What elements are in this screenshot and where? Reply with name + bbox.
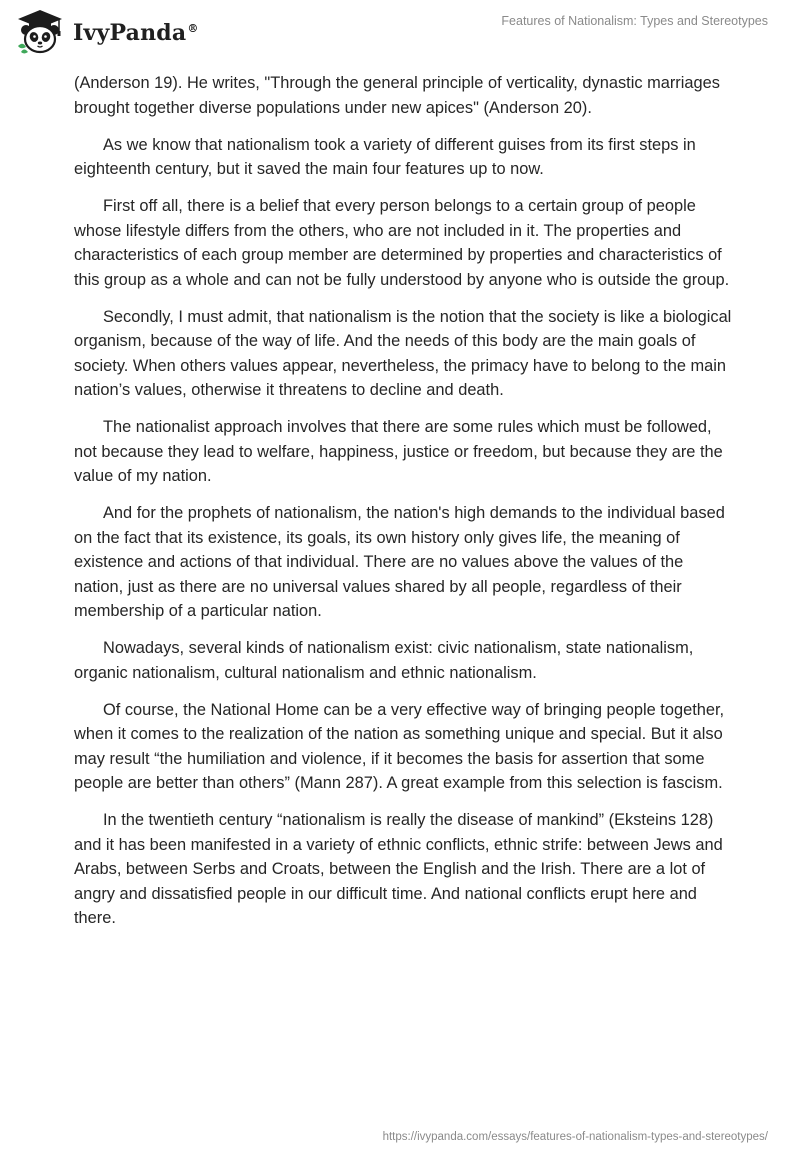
document-title: Features of Nationalism: Types and Stereotypes <box>501 14 768 28</box>
source-url-link[interactable]: https://ivypanda.com/essays/features-of-nationalism-types-and-stereotypes/ <box>382 1131 768 1143</box>
paragraph: And for the prophets of nationalism, the nation's high demands to the individual based on the fact that its existence, its goals, its own history only gives life, the meaning of existence and actions of that individual. There are no values above the values of the nation, just as there are no universal values shared by all people, regardless of their membership of a particular nation. <box>74 504 725 620</box>
ivypanda-logo[interactable] <box>15 8 199 56</box>
paragraph: In the twentieth century “nationalism is really the disease of mankind” (Eksteins 128) and it has been manifested in a variety of ethnic conflicts, ethnic strife: between Jews and Arabs, between Serbs and Croats, between the English and the Irish. There are a lot of angry and dissatisfied people in our difficult time. And national conflicts erupt here and there. <box>74 811 723 927</box>
paragraph: First off all, there is a belief that every person belongs to a certain group of people whose lifestyle differs from the others, who are not included in it. The properties and characteristics of each group member are determined by properties and characteristics of this group as a whole and can not be fully understood by anyone who is outside the group. <box>74 197 730 289</box>
paragraph: Of course, the National Home can be a very effective way of bringing people together, when it comes to the realization of the nation as something unique and special. But it also may result “the humiliation and violence, if it becomes the basis for assertion that some people are better than others” (Mann 287). A great example from this selection is fascism. <box>74 700 725 792</box>
page-header <box>0 0 800 64</box>
logo-wordmark: IvyPanda® <box>73 20 199 46</box>
paragraph: As we know that nationalism took a variety of different guises from its first steps in eighteenth century, but it saved the main four features up to now. <box>74 135 696 178</box>
paragraph: Nowadays, several kinds of nationalism exist: civic nationalism, state nationalism, organic nationalism, cultural nationalism and ethnic nationalism. <box>74 639 694 682</box>
paragraph: The nationalist approach involves that there are some rules which must be followed, not because they lead to welfare, happiness, justice or freedom, but because they are the value of my nation. <box>74 418 723 485</box>
paragraph: Secondly, I must admit, that nationalism is the notion that the society is like a biological organism, because of the way of life. And the needs of this body are the main goals of society. When others values appear, nevertheless, the primacy have to belong to the main nation’s values, otherwise it threatens to decline and death. <box>74 307 732 399</box>
panda-graduate-icon <box>15 8 65 56</box>
essay-body <box>74 71 734 943</box>
paragraph: (Anderson 19). He writes, "Through the general principle of verticality, dynastic marriages brought together diverse populations under new apices" (Anderson 20). <box>74 74 720 117</box>
